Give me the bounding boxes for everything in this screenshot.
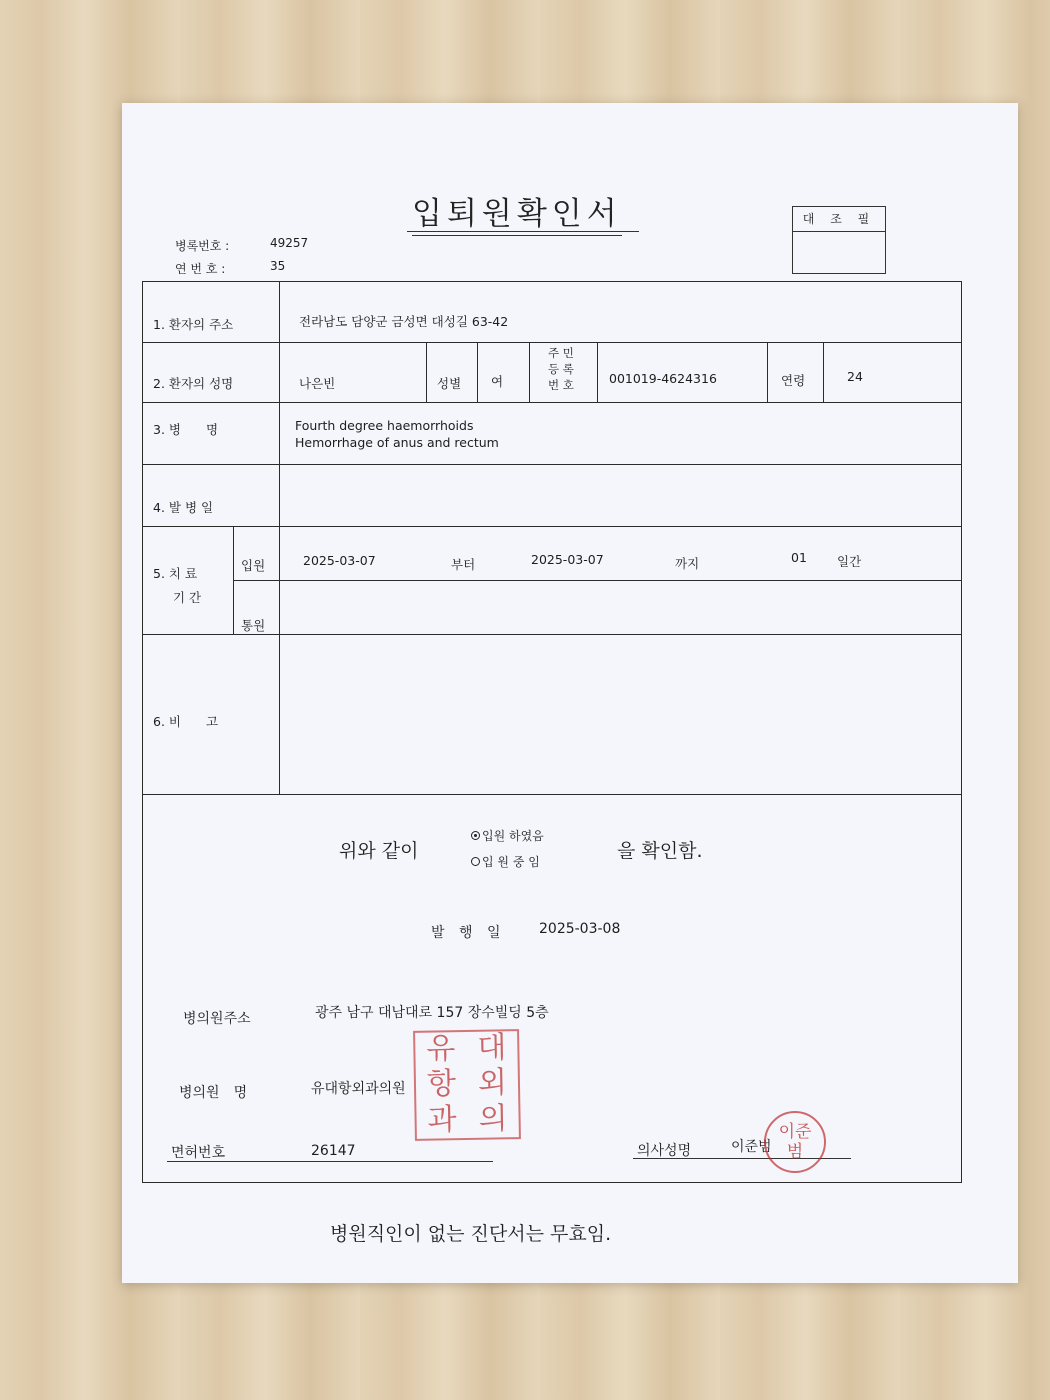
- onset-label: 4. 발 병 일: [153, 500, 214, 515]
- col-divider: [279, 282, 280, 526]
- col-divider: [823, 342, 824, 402]
- col-divider: [279, 526, 280, 794]
- outpatient-label: 통원: [241, 618, 266, 633]
- option-in-hospital: [471, 853, 540, 870]
- inpatient-days: 01: [791, 550, 807, 565]
- document-paper: [122, 103, 1018, 1283]
- clinic-seal: 유 대 항 외 과 의: [413, 1029, 521, 1141]
- row-divider: [143, 634, 961, 635]
- col-divider: [426, 342, 427, 402]
- patient-address: 전라남도 담양군 금성면 대성길 63-42: [299, 314, 509, 329]
- age-label: 연령: [781, 373, 806, 388]
- patient-age: 24: [847, 369, 863, 384]
- remarks-label: 6. 비 고: [153, 714, 219, 729]
- patient-rrn: 001019-4624316: [609, 371, 717, 386]
- from-label: 부터: [451, 557, 476, 572]
- sex-label: 성별: [437, 376, 462, 391]
- diagnosis-line-1: Fourth degree haemorrhoids: [295, 418, 474, 433]
- inpatient-to-date: 2025-03-07: [531, 552, 604, 567]
- license-label: 면허번호: [171, 1145, 226, 1161]
- row-divider: [143, 526, 961, 527]
- col-divider: [477, 342, 478, 402]
- doctor-label: 의사성명: [637, 1143, 692, 1159]
- row-divider: [233, 580, 961, 581]
- col-divider: [233, 526, 234, 634]
- row-divider: [143, 464, 961, 465]
- patient-sex: 여: [491, 374, 504, 389]
- license-underline: [167, 1161, 493, 1162]
- option-in-hospital-text: 입 원 중 임: [482, 855, 540, 869]
- confirm-suffix: 을 확인함.: [617, 840, 703, 862]
- unchecked-radio-icon: [471, 857, 480, 866]
- row-divider: [143, 342, 961, 343]
- footer-notice: 병원직인이 없는 진단서는 무효임.: [330, 1223, 612, 1245]
- to-label: 까지: [675, 556, 700, 571]
- admission-form-table: [142, 281, 962, 1183]
- col-divider: [767, 342, 768, 402]
- row-divider: [143, 402, 961, 403]
- option-admitted: [471, 827, 544, 844]
- serial-no-label: 연 번 호 :: [175, 262, 226, 276]
- col-divider: [529, 342, 530, 402]
- row-divider: [143, 794, 961, 795]
- rrn-label-line2: 등 록: [548, 362, 574, 376]
- rrn-label-line1: 주 민: [548, 346, 574, 360]
- document-title: 입퇴원확인서: [412, 188, 622, 236]
- col-divider: [597, 342, 598, 402]
- title-double-underline: [407, 231, 639, 232]
- record-no: 49257: [270, 236, 309, 250]
- issue-date-label: 발 행 일: [431, 925, 506, 941]
- name-label: 2. 환자의 성명: [153, 376, 234, 391]
- hospital-address: 광주 남구 대남대로 157 장수빌딩 5층: [315, 1005, 549, 1021]
- diagnosis-label: 3. 병 명: [153, 422, 219, 437]
- period-label-1: 5. 치 료: [153, 566, 198, 581]
- hospital-name-label: 병의원 명: [179, 1085, 248, 1101]
- confirm-prefix: 위와 같이: [339, 840, 419, 862]
- patient-name: 나은빈: [299, 376, 336, 391]
- issue-date: 2025-03-08: [539, 921, 621, 937]
- days-label: 일간: [837, 554, 862, 569]
- hospital-name: 유대항외과의원: [311, 1081, 406, 1097]
- doctor-seal: 이준 범: [764, 1111, 826, 1173]
- serial-no: 35: [270, 259, 286, 273]
- inpatient-from-date: 2025-03-07: [303, 553, 376, 568]
- checked-radio-icon: [471, 831, 480, 840]
- verification-label: 대 조 필: [793, 207, 885, 232]
- period-label-2: 기 간: [173, 590, 202, 605]
- record-no-label: 병록번호 :: [175, 239, 230, 253]
- address-label: 1. 환자의 주소: [153, 317, 234, 332]
- diagnosis-line-2: Hemorrhage of anus and rectum: [295, 435, 499, 450]
- option-admitted-text: 입원 하였음: [482, 829, 544, 843]
- hospital-address-label: 병의원주소: [183, 1011, 251, 1027]
- rrn-label-line3: 번 호: [548, 378, 574, 392]
- verification-box: [792, 206, 886, 274]
- license-number: 26147: [311, 1143, 356, 1159]
- inpatient-label: 입원: [241, 558, 266, 573]
- doctor-name: 이준범: [731, 1139, 772, 1155]
